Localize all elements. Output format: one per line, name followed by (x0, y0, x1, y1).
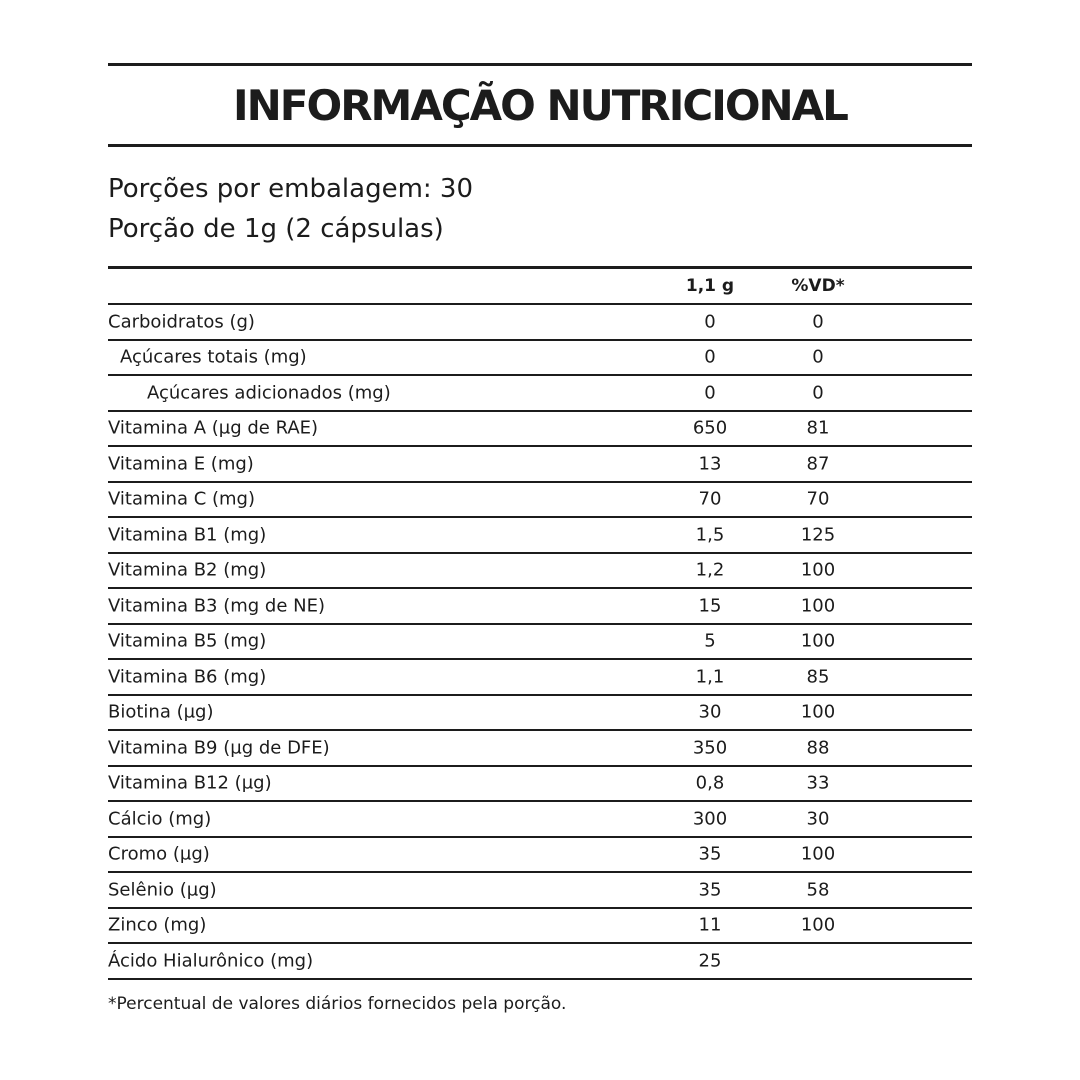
nutrient-daily-value: 100 (800, 701, 836, 723)
table-row (108, 838, 972, 874)
nutrient-quantity: 5 (704, 630, 716, 652)
nutrient-name: Carboidratos (g) (108, 311, 255, 333)
nutrient-daily-value: 85 (806, 666, 830, 688)
nutrient-daily-value: 58 (806, 879, 830, 901)
nutrient-quantity: 25 (698, 950, 722, 972)
nutrient-daily-value: 70 (806, 488, 830, 510)
table-row (108, 731, 972, 767)
nutrient-name: Biotina (µg) (108, 701, 214, 723)
nutrient-daily-value: 87 (806, 453, 830, 475)
nutrient-daily-value: 0 (812, 311, 824, 333)
nutrient-name: Vitamina B3 (mg de NE) (108, 595, 326, 617)
table-body (108, 305, 972, 980)
table-row (108, 376, 972, 412)
nutrition-facts-panel (108, 63, 972, 1014)
table-row (108, 305, 972, 341)
nutrient-quantity: 300 (692, 808, 728, 830)
nutrient-daily-value: 100 (800, 914, 836, 936)
panel-title: INFORMAÇÃO NUTRICIONAL (233, 81, 847, 130)
nutrient-name: Vitamina C (mg) (108, 488, 255, 510)
nutrient-quantity: 35 (698, 843, 722, 865)
table-row (108, 412, 972, 448)
nutrient-quantity: 35 (698, 879, 722, 901)
nutrient-daily-value: 0 (812, 346, 824, 368)
table-header (108, 269, 972, 305)
column-header-daily-value: %VD* (791, 276, 845, 296)
nutrient-quantity: 0 (704, 346, 716, 368)
nutrient-name: Vitamina E (mg) (108, 453, 254, 475)
nutrient-quantity: 350 (692, 737, 728, 759)
nutrient-name: Cálcio (mg) (108, 808, 212, 830)
nutrient-quantity: 30 (698, 701, 722, 723)
nutrient-name: Vitamina A (µg de RAE) (108, 417, 319, 439)
nutrient-daily-value: 30 (806, 808, 830, 830)
nutrient-daily-value: 33 (806, 772, 830, 794)
nutrient-daily-value: 100 (800, 843, 836, 865)
column-header-quantity: 1,1 g (685, 276, 735, 296)
nutrient-name: Ácido Hialurônico (mg) (108, 950, 314, 972)
table-row (108, 873, 972, 909)
nutrient-daily-value: 88 (806, 737, 830, 759)
table-row (108, 518, 972, 554)
table-row (108, 802, 972, 838)
table-row (108, 660, 972, 696)
nutrient-name: Vitamina B9 (µg de DFE) (108, 737, 330, 759)
nutrient-name: Açúcares adicionados (mg) (147, 382, 391, 404)
nutrient-quantity: 0 (704, 311, 716, 333)
nutrition-table (108, 266, 972, 980)
table-row (108, 483, 972, 519)
nutrient-name: Vitamina B6 (mg) (108, 666, 267, 688)
table-row (108, 767, 972, 803)
table-row (108, 341, 972, 377)
nutrient-daily-value: 125 (800, 524, 836, 546)
nutrient-name: Selênio (µg) (108, 879, 217, 901)
nutrient-name: Cromo (µg) (108, 843, 210, 865)
servings-per-package: Porções por embalagem: 30 (108, 174, 474, 204)
nutrient-daily-value: 81 (806, 417, 830, 439)
nutrient-quantity: 650 (692, 417, 728, 439)
nutrient-name: Açúcares totais (mg) (120, 346, 307, 368)
nutrient-quantity: 1,1 (695, 666, 725, 688)
nutrient-daily-value: 0 (812, 382, 824, 404)
table-row (108, 944, 972, 980)
table-row (108, 589, 972, 625)
nutrient-name: Vitamina B5 (mg) (108, 630, 267, 652)
nutrient-quantity: 0,8 (695, 772, 725, 794)
nutrient-quantity: 15 (698, 595, 722, 617)
serving-info (108, 147, 972, 244)
table-row (108, 696, 972, 732)
serving-size: Porção de 1g (2 cápsulas) (108, 214, 444, 244)
nutrient-quantity: 0 (704, 382, 716, 404)
nutrient-quantity: 13 (698, 453, 722, 475)
nutrient-quantity: 70 (698, 488, 722, 510)
nutrient-name: Zinco (mg) (108, 914, 207, 936)
nutrient-name: Vitamina B1 (mg) (108, 524, 267, 546)
table-row (108, 909, 972, 945)
nutrient-quantity: 1,5 (695, 524, 725, 546)
table-row (108, 447, 972, 483)
nutrient-daily-value: 100 (800, 559, 836, 581)
nutrient-daily-value: 100 (800, 595, 836, 617)
nutrient-quantity: 11 (698, 914, 722, 936)
nutrient-quantity: 1,2 (695, 559, 725, 581)
nutrient-name: Vitamina B2 (mg) (108, 559, 267, 581)
footnote: *Percentual de valores diários fornecidos pela porção. (108, 993, 567, 1014)
table-row (108, 625, 972, 661)
table-row (108, 554, 972, 590)
nutrient-daily-value: 100 (800, 630, 836, 652)
nutrient-name: Vitamina B12 (µg) (108, 772, 272, 794)
